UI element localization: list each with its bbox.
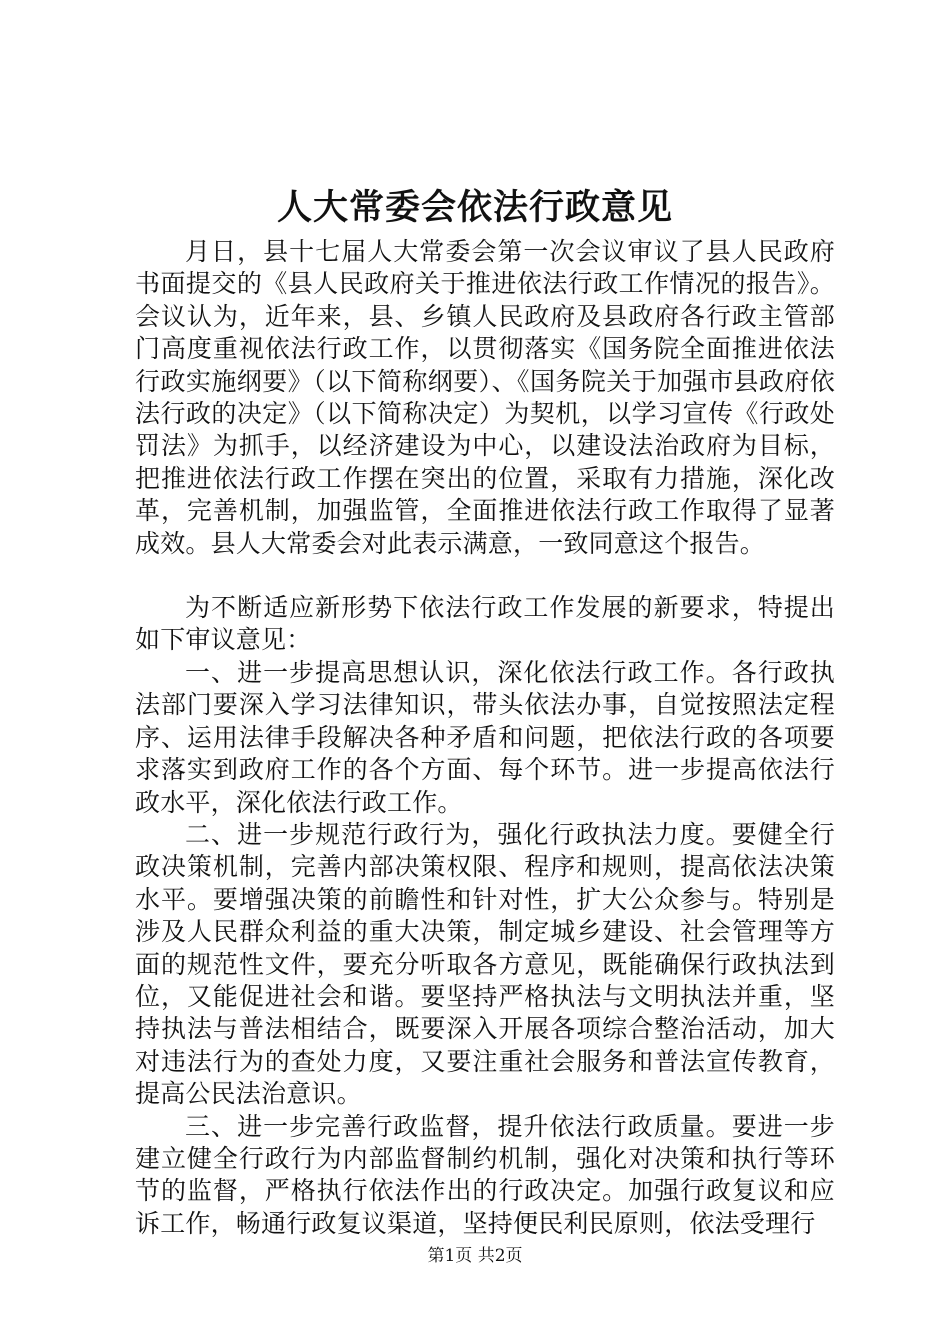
paragraph-intro: 月日，县十七届人大常委会第一次会议审议了县人民政府书面提交的《县人民政府关于推进依法行政工作情况的报告》。会议认为，近年来，县、乡镇人民政府及县政府各行政主管部门高度重视依法行政工作，以贯彻落实《国务院全面推进依法行政实施纲要》（以下简称纲要）、《国务院关于加强市县政府依法行政的决定》（以下简称决定）为契机，以学习宣传《行政处罚法》为抓手，以经济建设为中心，以建设法治政府为目标，把推进依法行政工作摆在突出的位置，采取有力措施，深化改革，完善机制，加强监管，全面推进依法行政工作取得了显著成效。县人大常委会对此表示满意，一致同意这个报告。: [135, 237, 835, 558]
paragraph-lead-in: 为不断适应新形势下依法行政工作发展的新要求，特提出如下审议意见：: [135, 593, 835, 655]
paragraph-opinion-1: 一、进一步提高思想认识，深化依法行政工作。各行政执法部门要深入学习法律知识，带头依法办事，自觉按照法定程序、运用法律手段解决各种矛盾和问题，把依法行政的各项要求落实到政府工作的各个方面、每个环节。进一步提高依法行政水平，深化依法行政工作。: [135, 657, 835, 817]
document-title: 人大常委会依法行政意见: [276, 187, 673, 228]
paragraph-opinion-3: 三、进一步完善行政监督，提升依法行政质量。要进一步建立健全行政行为内部监督制约机制，强化对决策和执行等环节的监督，严格执行依法作出的行政决定。加强行政复议和应诉工作，畅通行政复议渠道，坚持便民利民原则，依法受理行: [135, 1111, 835, 1238]
paragraph-opinion-2: 二、进一步规范行政行为，强化行政执法力度。要健全行政决策机制，完善内部决策权限、程序和规则，提高依法决策水平。要增强决策的前瞻性和针对性，扩大公众参与。特别是涉及人民群众利益的重大决策，制定城乡建设、社会管理等方面的规范性文件，要充分听取各方意见，既能确保行政执法到位，又能促进社会和谐。要坚持严格执法与文明执法并重，坚持执法与普法相结合，既要深入开展各项综合整治活动，加大对违法行为的查处力度，又要注重社会服务和普法宣传教育，提高公民法治意识。: [135, 819, 835, 1109]
page-number-footer: 第1页 共2页: [427, 1246, 523, 1266]
document-body: [135, 236, 835, 1240]
